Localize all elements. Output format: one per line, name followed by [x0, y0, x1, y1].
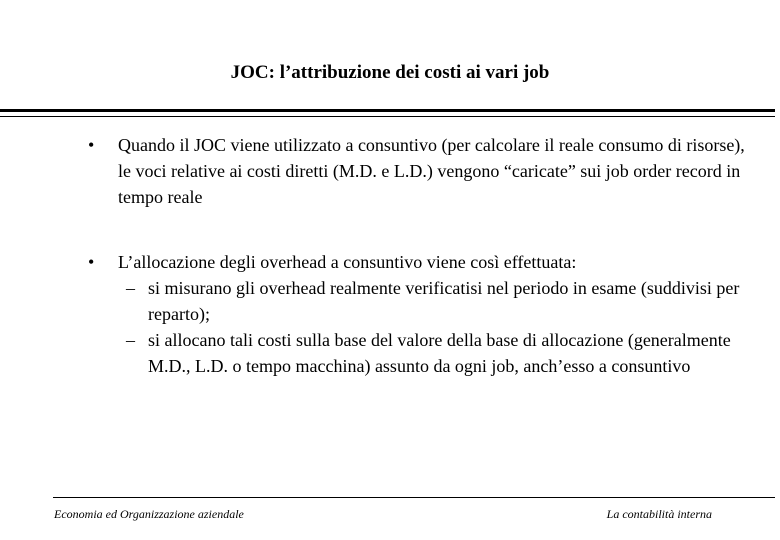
sub-bullet-text: si misurano gli overhead realmente verificatisi nel periodo in esame (suddivisi per reparto); [148, 278, 740, 324]
sub-bullet-item [118, 275, 748, 327]
title-divider-thin [0, 116, 775, 117]
bullet-marker: • [88, 135, 95, 155]
slide-body [88, 132, 748, 379]
slide-title: JOC: l’attribuzione dei costi ai vari job [230, 62, 550, 83]
bullet-item [88, 249, 748, 275]
bullet-marker: • [88, 252, 95, 272]
sub-bullet-text: si allocano tali costi sulla base del valore della base di allocazione (generalmente M.D., L.D. o tempo macchina) assunto da ogni job, anch’esso a consuntivo [148, 330, 731, 376]
bullet-text: L’allocazione degli overhead a consuntivo viene così effettuata: [118, 252, 577, 272]
dash-marker: – [126, 330, 135, 350]
title-divider-thick [0, 109, 775, 112]
bullet-item [88, 132, 748, 210]
footer-divider [53, 497, 775, 498]
dash-marker: – [126, 278, 135, 298]
footer-topic: La contabilità interna [606, 507, 712, 521]
sub-bullet-item [118, 327, 748, 379]
footer-course: Economia ed Organizzazione aziendale [54, 507, 244, 521]
bullet-text: Quando il JOC viene utilizzato a consuntivo (per calcolare il reale consumo di risorse), le voci relative ai costi diretti (M.D. e L.D.) vengono “caricate” sui job order record in tempo reale [118, 135, 745, 207]
